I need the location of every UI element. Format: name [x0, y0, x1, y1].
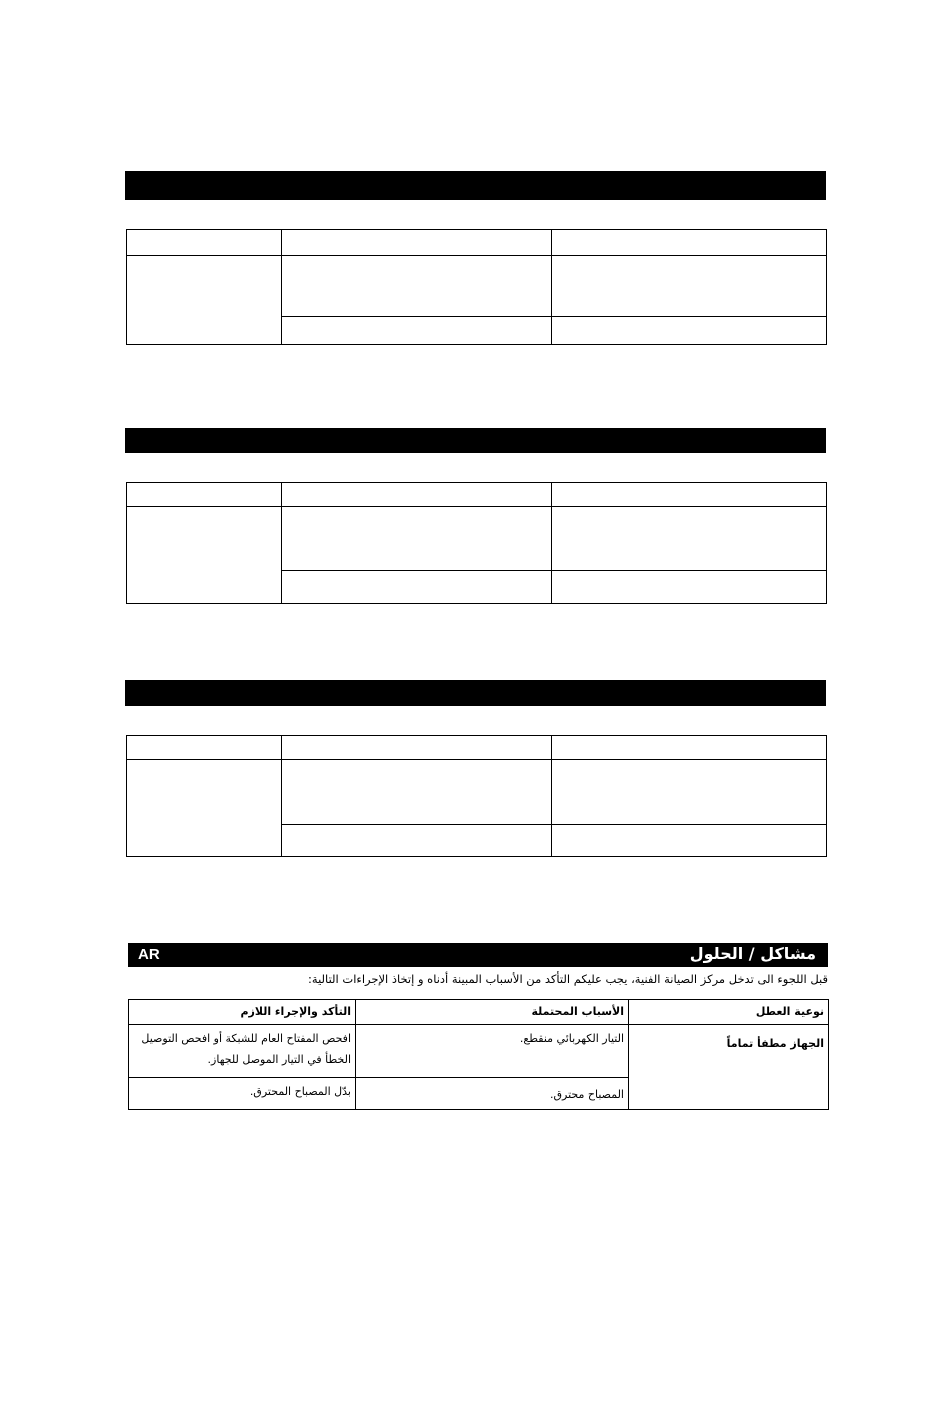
action-cell: بدّل المصباح المحترق. [129, 1078, 356, 1110]
table-header-row [129, 1000, 829, 1025]
language-code: AR [138, 946, 160, 963]
arabic-section-header [128, 943, 828, 967]
section-1-header-bar [125, 171, 826, 200]
intro-text: قبل اللجوء الى تدخل مركز الصيانة الفنية، يجب عليكم التأكد من الأسباب المبينة أدناه و إتخاذ الإجراءات التالية: [308, 972, 828, 986]
table-header-row [127, 483, 827, 507]
table-header-row [127, 230, 827, 256]
section-3-header-bar [125, 680, 826, 706]
table-row [127, 507, 827, 571]
section-3-table [126, 735, 827, 857]
header-action: التأكد والإجراء اللازم [129, 1000, 356, 1025]
section-1-table [126, 229, 827, 345]
header-cause: الأسباب المحتملة [356, 1000, 629, 1025]
table-row [127, 256, 827, 317]
cause-cell: التيار الكهربائي منقطع. [356, 1025, 629, 1078]
cause-cell: المصباح محترق. [356, 1078, 629, 1110]
header-fault: نوعية العطل [629, 1000, 829, 1025]
action-cell: افحص المفتاح العام للشبكة أو افحص التوصيل الخطأ في التيار الموصل للجهاز. [129, 1025, 356, 1078]
section-2-table [126, 482, 827, 604]
table-header-row [127, 736, 827, 760]
troubleshooting-table [128, 999, 829, 1110]
table-row [127, 760, 827, 825]
section-title: مشاكل / الحلول [689, 944, 816, 963]
section-2-header-bar [125, 428, 826, 453]
table-row [129, 1025, 829, 1078]
fault-cell: الجهاز مطفأ تماماً [629, 1025, 829, 1110]
